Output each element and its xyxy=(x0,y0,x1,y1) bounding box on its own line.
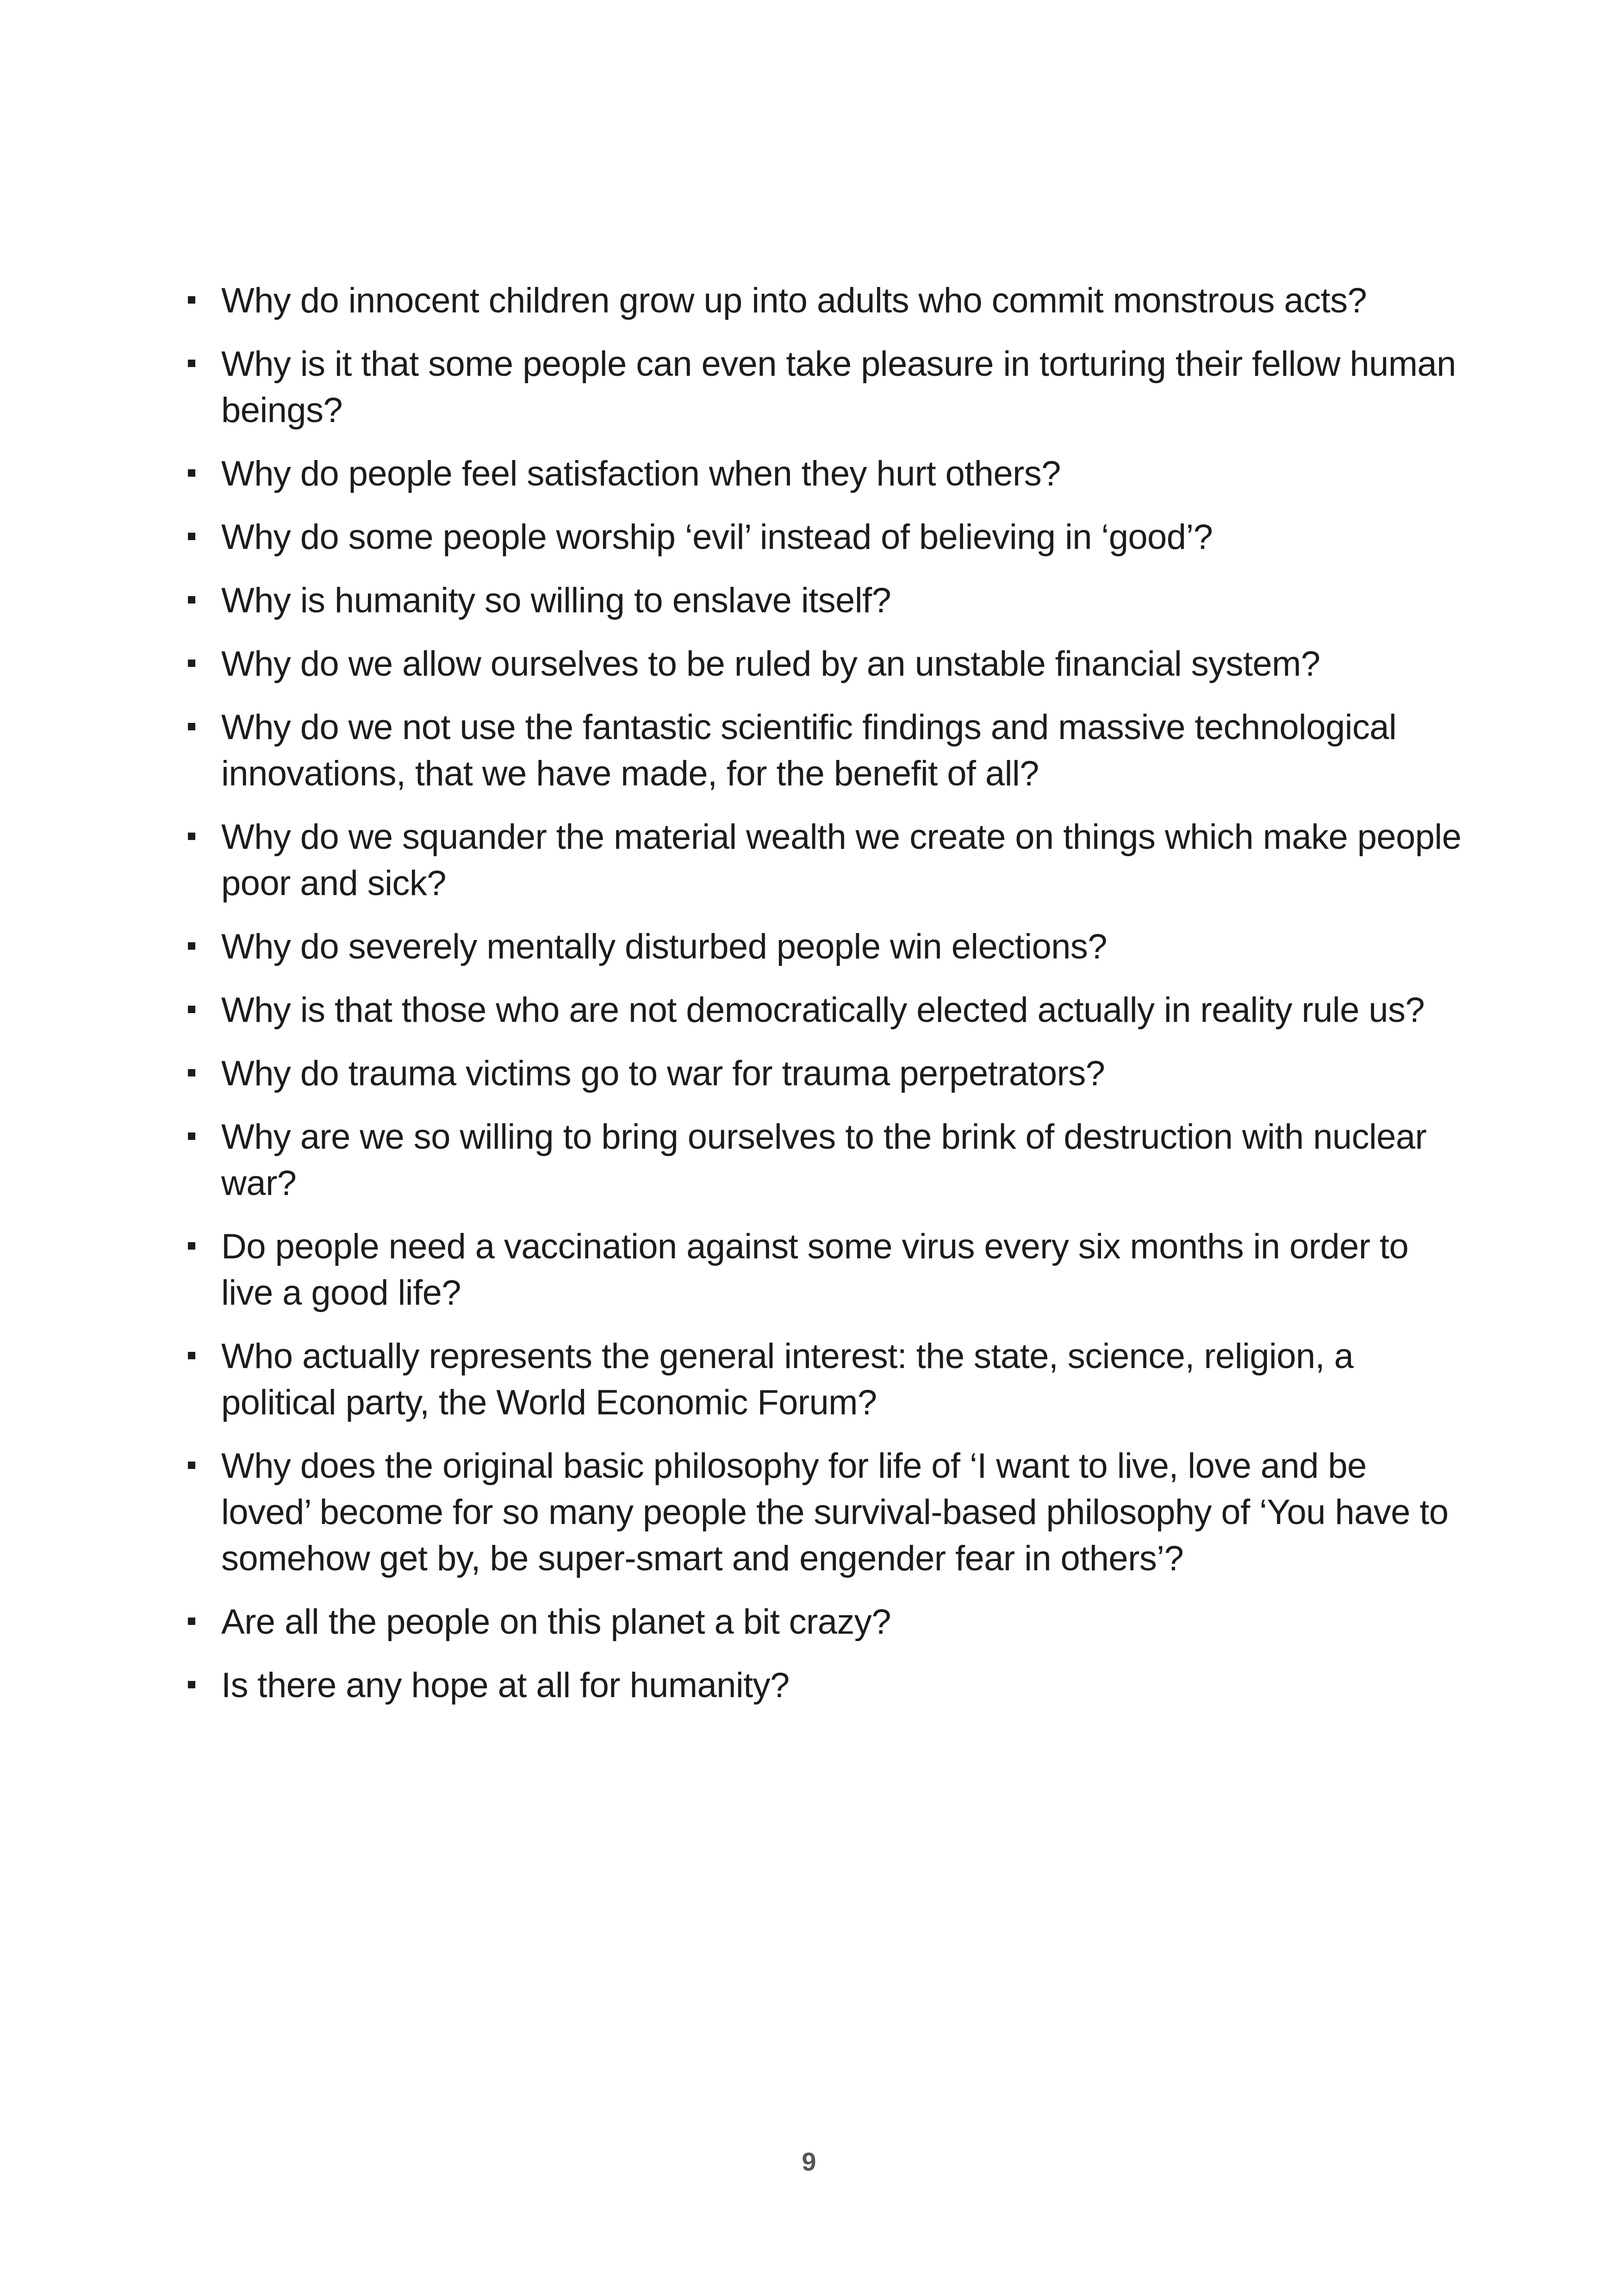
question-text: Why do severely mentally disturbed people win elections? xyxy=(221,927,1107,966)
question-text: Do people need a vaccination against some virus every six months in order to live a good life? xyxy=(221,1227,1409,1313)
list-item xyxy=(185,641,1462,687)
list-item xyxy=(185,341,1462,434)
square-bullet-icon xyxy=(188,723,195,730)
square-bullet-icon xyxy=(188,1681,195,1688)
square-bullet-icon xyxy=(188,1618,195,1625)
question-text: Why do some people worship ‘evil’ instead of believing in ‘good’? xyxy=(221,517,1213,557)
question-list xyxy=(185,278,1462,1726)
list-item xyxy=(185,1333,1462,1426)
square-bullet-icon xyxy=(188,833,195,840)
square-bullet-icon xyxy=(188,296,195,304)
question-text: Why do people feel satisfaction when they hurt others? xyxy=(221,454,1061,493)
square-bullet-icon xyxy=(188,1242,195,1250)
question-text: Why do trauma victims go to war for trauma perpetrators? xyxy=(221,1054,1105,1093)
list-item xyxy=(185,1599,1462,1645)
list-item xyxy=(185,814,1462,907)
square-bullet-icon xyxy=(188,660,195,667)
question-text: Are all the people on this planet a bit crazy? xyxy=(221,1602,891,1642)
question-text: Is there any hope at all for humanity? xyxy=(221,1666,790,1705)
list-item xyxy=(185,924,1462,970)
list-item xyxy=(185,1443,1462,1582)
list-item xyxy=(185,1662,1462,1709)
square-bullet-icon xyxy=(188,1069,195,1076)
question-text: Why do we not use the fantastic scientific findings and massive technological innovations, that we have made, for the benefit of all? xyxy=(221,708,1397,793)
question-text: Why do innocent children grow up into adults who commit monstrous acts? xyxy=(221,281,1367,320)
page-number: 9 xyxy=(802,2147,816,2176)
question-text: Why do we squander the material wealth we create on things which make people poor and sick? xyxy=(221,817,1462,903)
square-bullet-icon xyxy=(188,469,195,477)
question-text: Why is humanity so willing to enslave itself? xyxy=(221,581,891,620)
list-item xyxy=(185,1114,1462,1207)
list-item xyxy=(185,1224,1462,1316)
square-bullet-icon xyxy=(188,1006,195,1013)
square-bullet-icon xyxy=(188,942,195,950)
list-item xyxy=(185,514,1462,560)
question-text: Why are we so willing to bring ourselves to the brink of destruction with nuclear war? xyxy=(221,1117,1427,1203)
list-item xyxy=(185,278,1462,324)
question-text: Who actually represents the general interest: the state, science, religion, a political party, the World Economic Forum? xyxy=(221,1337,1354,1422)
list-item xyxy=(185,451,1462,497)
square-bullet-icon xyxy=(188,1132,195,1140)
square-bullet-icon xyxy=(188,360,195,367)
list-item xyxy=(185,578,1462,624)
square-bullet-icon xyxy=(188,1352,195,1359)
square-bullet-icon xyxy=(188,533,195,540)
question-text: Why is that those who are not democratically elected actually in reality rule us? xyxy=(221,990,1425,1030)
list-item xyxy=(185,704,1462,797)
square-bullet-icon xyxy=(188,596,195,604)
list-item xyxy=(185,987,1462,1033)
question-text: Why do we allow ourselves to be ruled by an unstable financial system? xyxy=(221,644,1320,684)
list-item xyxy=(185,1051,1462,1097)
square-bullet-icon xyxy=(188,1462,195,1469)
question-text: Why does the original basic philosophy for life of ‘I want to live, love and be loved’ become for so many people the survival-based philosophy of ‘You have to somehow get by, be super-smart and engender fear in others’? xyxy=(221,1446,1449,1578)
question-text: Why is it that some people can even take pleasure in torturing their fellow human beings? xyxy=(221,344,1456,430)
